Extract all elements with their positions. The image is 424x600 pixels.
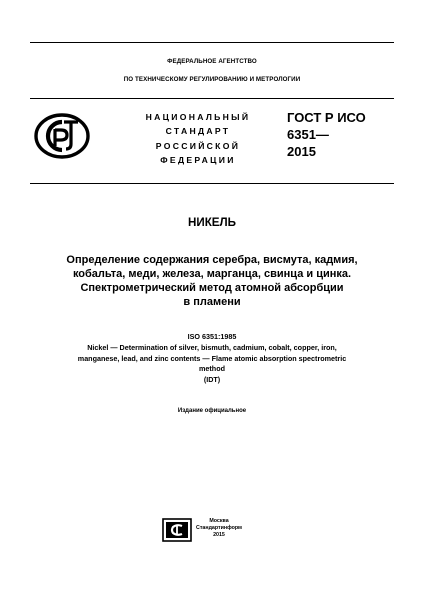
document-subtitle [22,253,402,309]
english-title-line: method [199,364,225,373]
publisher-year: 2015 [213,532,225,538]
national-line: НАЦИОНАЛЬНЫЙ [145,112,251,122]
subtitle-line: Спектрометрический метод атомной абсорбции [80,282,344,294]
standartinform-icon [162,518,192,542]
national-standard-label [128,110,268,168]
designation-rule [30,183,394,184]
english-title [22,343,402,385]
publisher-city: Москва [209,518,229,524]
english-title-line: manganese, lead, and zinc contents — Flame atomic absorption spectrometric [77,353,347,363]
header-rule [30,98,394,99]
standard-designation [287,110,397,160]
national-line: СТАНДАРТ [165,126,231,137]
designation-line: 6351— [287,126,329,142]
rst-mark-icon [34,113,90,159]
publisher-block [192,518,246,539]
national-line: ФЕДЕРАЦИИ [160,155,236,166]
publisher-name: Стандартинформ [196,525,242,531]
iso-reference: ISO 6351:1985 [187,332,237,341]
top-rule [30,42,394,43]
subtitle-line: Определение содержания серебра, висмута, кадмия, [66,254,358,266]
subtitle-line: кобальта, меди, железа, марганца, свинца и цинка. [72,268,352,280]
agency-line-1: ФЕДЕРАЛЬНОЕ АГЕНТСТВО [167,58,257,65]
english-title-line: Nickel — Determination of silver, bismuth, cadmium, cobalt, copper, iron, [87,343,337,352]
english-title-line: (IDT) [203,374,221,384]
designation-line: ГОСТ Р ИСО [287,110,366,125]
designation-line: 2015 [287,143,316,159]
document-title: НИКЕЛЬ [188,216,236,229]
subtitle-line: в пламени [183,296,241,308]
national-line: РОССИЙСКОЙ [155,140,241,151]
edition-label: Издание официальное [177,408,247,414]
agency-line-2: ПО ТЕХНИЧЕСКОМУ РЕГУЛИРОВАНИЮ И МЕТРОЛОГИИ [123,76,301,83]
